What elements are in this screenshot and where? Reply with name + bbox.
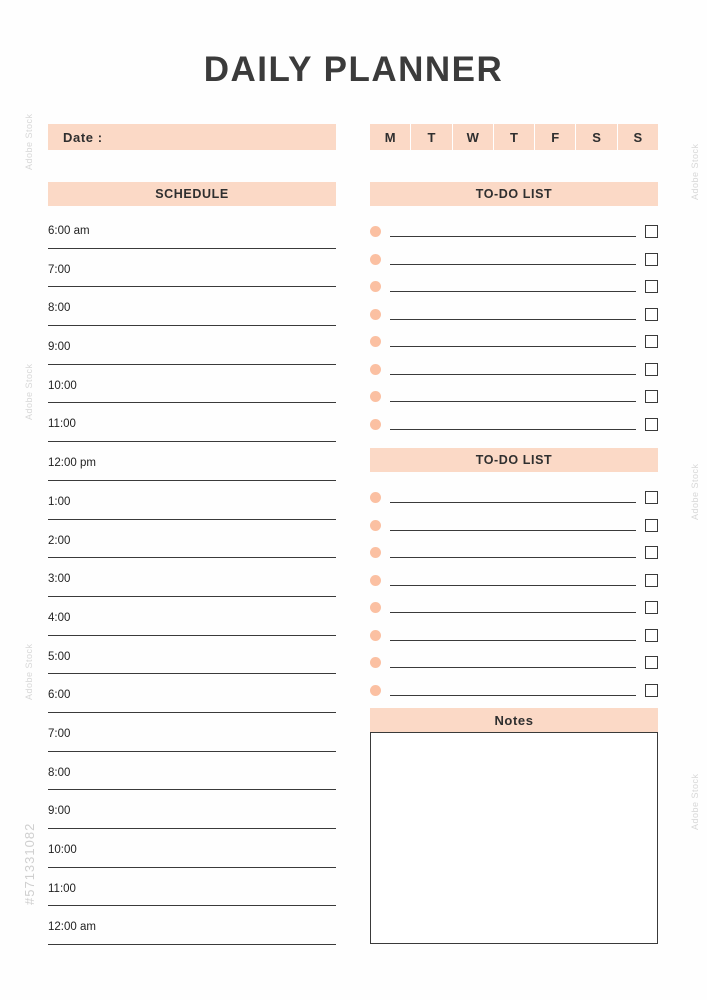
- todo-item-1-row[interactable]: [370, 356, 658, 384]
- schedule-row[interactable]: [48, 642, 336, 681]
- todo-checkbox[interactable]: [645, 601, 658, 614]
- schedule-row[interactable]: [48, 603, 336, 642]
- schedule-time-label: 4:00: [48, 611, 71, 624]
- weekday-t2[interactable]: T: [494, 124, 535, 150]
- todo-item-2-row[interactable]: [370, 677, 658, 705]
- schedule-write-line[interactable]: [48, 519, 336, 520]
- weekday-f[interactable]: F: [535, 124, 576, 150]
- todo-checkbox[interactable]: [645, 546, 658, 559]
- weekday-w[interactable]: W: [453, 124, 494, 150]
- todo-item-2-row[interactable]: [370, 594, 658, 622]
- schedule-write-line[interactable]: [48, 712, 336, 713]
- weekday-s2[interactable]: S: [633, 129, 643, 145]
- schedule-write-line[interactable]: [48, 905, 336, 906]
- todo-item-1-row[interactable]: [370, 328, 658, 356]
- schedule-row[interactable]: [48, 487, 336, 526]
- todo-checkbox[interactable]: [645, 335, 658, 348]
- todo-write-line[interactable]: [390, 226, 636, 237]
- todo-write-line[interactable]: [390, 391, 636, 402]
- todo-write-line[interactable]: [390, 602, 636, 613]
- schedule-time-label: 8:00: [48, 302, 71, 315]
- schedule-row[interactable]: [48, 564, 336, 603]
- todo-write-line[interactable]: [390, 520, 636, 531]
- todo-checkbox[interactable]: [645, 280, 658, 293]
- todo-checkbox[interactable]: [645, 629, 658, 642]
- schedule-row[interactable]: [48, 255, 336, 294]
- bullet-dot-icon: [370, 309, 381, 320]
- watermark-text: Adobe Stock: [690, 143, 700, 200]
- schedule-time-label: 8:00: [48, 766, 71, 779]
- todo-write-line[interactable]: [390, 419, 636, 430]
- schedule-time-label: 9:00: [48, 805, 71, 818]
- todo-write-line[interactable]: [390, 630, 636, 641]
- bullet-dot-icon: [370, 391, 381, 402]
- todo-list-2: [370, 484, 658, 704]
- schedule-row[interactable]: [48, 448, 336, 487]
- todo-item-2-row[interactable]: [370, 512, 658, 540]
- schedule-time-label: 11:00: [48, 418, 76, 431]
- bullet-dot-icon: [370, 630, 381, 641]
- todo-checkbox[interactable]: [645, 574, 658, 587]
- todo-checkbox[interactable]: [645, 519, 658, 532]
- bullet-dot-icon: [370, 336, 381, 347]
- schedule-row[interactable]: [48, 216, 336, 255]
- watermark-text: Adobe Stock: [24, 113, 34, 170]
- page-title: DAILY PLANNER: [203, 50, 504, 89]
- bullet-dot-icon: [370, 602, 381, 613]
- schedule-write-line[interactable]: [48, 867, 336, 868]
- todo-item-1-row[interactable]: [370, 218, 658, 246]
- weekday-m[interactable]: M: [370, 124, 411, 150]
- schedule-write-line[interactable]: [48, 596, 336, 597]
- todo-item-1-row[interactable]: [370, 273, 658, 301]
- notes-area[interactable]: [370, 732, 658, 944]
- schedule-write-line[interactable]: [48, 325, 336, 326]
- todo-checkbox[interactable]: [645, 308, 658, 321]
- todo-write-line[interactable]: [390, 657, 636, 668]
- schedule-time-label: 11:00: [48, 882, 76, 895]
- todo-write-line[interactable]: [390, 364, 636, 375]
- todo-checkbox[interactable]: [645, 253, 658, 266]
- todo-list-1: [370, 218, 658, 438]
- schedule-write-line[interactable]: [48, 480, 336, 481]
- weekday-t1[interactable]: T: [411, 124, 452, 150]
- schedule-time-label: 6:00: [48, 689, 71, 702]
- todo-item-1-row[interactable]: [370, 383, 658, 411]
- schedule-time-label: 10:00: [48, 844, 77, 856]
- schedule-time-label: 6:00 am: [48, 225, 90, 237]
- todo-checkbox[interactable]: [645, 418, 658, 431]
- schedule-write-line[interactable]: [48, 789, 336, 790]
- todo-item-2-row[interactable]: [370, 649, 658, 677]
- schedule-time-label: 12:00 pm: [48, 457, 96, 470]
- date-field[interactable]: [48, 124, 336, 150]
- schedule-row[interactable]: [48, 371, 336, 410]
- bullet-dot-icon: [370, 685, 381, 696]
- schedule-write-line[interactable]: [48, 248, 336, 249]
- todo-write-line[interactable]: [390, 547, 636, 558]
- schedule-time-label: 1:00: [48, 495, 71, 508]
- schedule-write-line[interactable]: [48, 635, 336, 636]
- schedule-row[interactable]: [48, 796, 336, 835]
- schedule-list: [48, 216, 336, 951]
- watermark-text: Adobe Stock: [24, 643, 34, 700]
- schedule-time-label: 10:00: [48, 379, 77, 392]
- bullet-dot-icon: [370, 364, 381, 375]
- bullet-dot-icon: [370, 492, 381, 503]
- schedule-time-label: 9:00: [48, 341, 71, 354]
- schedule-row[interactable]: [48, 293, 336, 332]
- schedule-row[interactable]: [48, 758, 336, 797]
- schedule-row[interactable]: [48, 526, 336, 565]
- watermark-text: Adobe Stock: [690, 463, 700, 520]
- schedule-write-line[interactable]: [48, 828, 336, 829]
- watermark-text: Adobe Stock: [24, 363, 34, 420]
- schedule-write-line[interactable]: [48, 557, 336, 558]
- bullet-dot-icon: [370, 419, 381, 430]
- schedule-time-label: 7:00: [48, 263, 71, 276]
- schedule-time-label: 5:00: [48, 650, 71, 663]
- todo-write-line[interactable]: [390, 575, 636, 586]
- schedule-write-line[interactable]: [48, 441, 336, 442]
- todo-checkbox[interactable]: [645, 225, 658, 238]
- todo-item-2-row[interactable]: [370, 539, 658, 567]
- schedule-write-line[interactable]: [48, 286, 336, 287]
- date-label: Date :: [63, 129, 103, 145]
- bullet-dot-icon: [370, 547, 381, 558]
- bullet-dot-icon: [370, 281, 381, 292]
- schedule-time-label: 3:00: [48, 573, 71, 586]
- todo-write-line[interactable]: [390, 336, 636, 347]
- todo-item-2-row[interactable]: [370, 622, 658, 650]
- todo-item-1-row[interactable]: [370, 246, 658, 274]
- schedule-write-line[interactable]: [48, 673, 336, 674]
- schedule-time-label: 7:00: [48, 727, 71, 740]
- schedule-header: SCHEDULE: [48, 182, 336, 206]
- todo-list-1-header: TO-DO LIST: [370, 182, 658, 206]
- schedule-row[interactable]: [48, 409, 336, 448]
- schedule-row[interactable]: [48, 680, 336, 719]
- schedule-row[interactable]: [48, 332, 336, 371]
- weekday-s1[interactable]: S: [576, 124, 617, 150]
- schedule-row[interactable]: [48, 835, 336, 874]
- weekday-selector[interactable]: [370, 124, 658, 150]
- todo-write-line[interactable]: [390, 281, 636, 292]
- bullet-dot-icon: [370, 226, 381, 237]
- todo-checkbox[interactable]: [645, 491, 658, 504]
- todo-checkbox[interactable]: [645, 684, 658, 697]
- schedule-write-line[interactable]: [48, 751, 336, 752]
- todo-checkbox[interactable]: [645, 390, 658, 403]
- todo-checkbox[interactable]: [645, 363, 658, 376]
- todo-item-2-row[interactable]: [370, 484, 658, 512]
- bullet-dot-icon: [370, 575, 381, 586]
- schedule-write-line[interactable]: [48, 402, 336, 403]
- todo-write-line[interactable]: [390, 309, 636, 320]
- bullet-dot-icon: [370, 520, 381, 531]
- schedule-row[interactable]: [48, 912, 336, 951]
- watermark-text: Adobe Stock: [690, 773, 700, 830]
- watermark-id: #571331082: [22, 822, 37, 905]
- todo-write-line[interactable]: [390, 254, 636, 265]
- schedule-row[interactable]: [48, 874, 336, 913]
- todo-checkbox[interactable]: [645, 656, 658, 669]
- schedule-write-line[interactable]: [48, 364, 336, 365]
- todo-item-2-row[interactable]: [370, 567, 658, 595]
- schedule-time-label: 12:00 am: [48, 921, 96, 934]
- todo-item-1-row[interactable]: [370, 301, 658, 329]
- todo-write-line[interactable]: [390, 685, 636, 696]
- todo-write-line[interactable]: [390, 492, 636, 503]
- notes-header: Notes: [370, 708, 658, 732]
- schedule-write-line[interactable]: [48, 944, 336, 945]
- bullet-dot-icon: [370, 657, 381, 668]
- todo-list-2-header: TO-DO LIST: [370, 448, 658, 472]
- schedule-time-label: 2:00: [48, 534, 71, 547]
- todo-item-1-row[interactable]: [370, 411, 658, 439]
- schedule-row[interactable]: [48, 719, 336, 758]
- bullet-dot-icon: [370, 254, 381, 265]
